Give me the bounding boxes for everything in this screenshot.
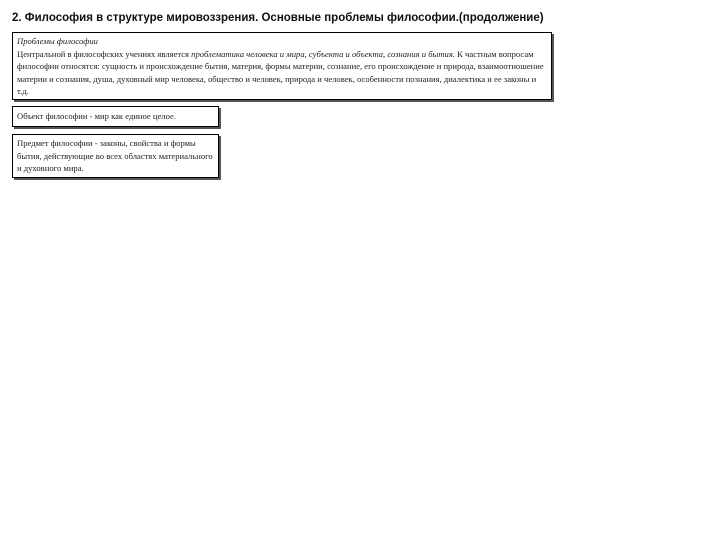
subject-text: Предмет философии - законы, свойства и формы бытия, действующие во всех областях материального и духовного мира.: [17, 138, 213, 173]
problems-heading: Проблемы философии: [17, 36, 98, 46]
slide-title: 2. Философия в структуре мировоззрения. Основные проблемы философии.(продолжение): [12, 12, 544, 24]
object-text: Объект философии - мир как единое целое.: [17, 111, 176, 121]
philosophy-object-box: [12, 106, 219, 127]
problems-intro-text: Центральной в философских учениях является: [17, 48, 192, 59]
philosophy-subject-box: [12, 134, 219, 178]
problems-central-text: проблематика человека и мира, субъекта и объекта, сознания и бытия.: [191, 48, 455, 59]
philosophy-problems-box: [12, 32, 552, 100]
problems-rest-text: К частным вопросам философии относятся: сущность и происхождение бытия, материя, формы материи, сознание, его происхождение и природа, взаимоотношение материи и сознания, душа, духовный мир человека, общество и человек, природа и человек, особенности познания, диалектика и ее законы и т.д.: [17, 48, 544, 96]
